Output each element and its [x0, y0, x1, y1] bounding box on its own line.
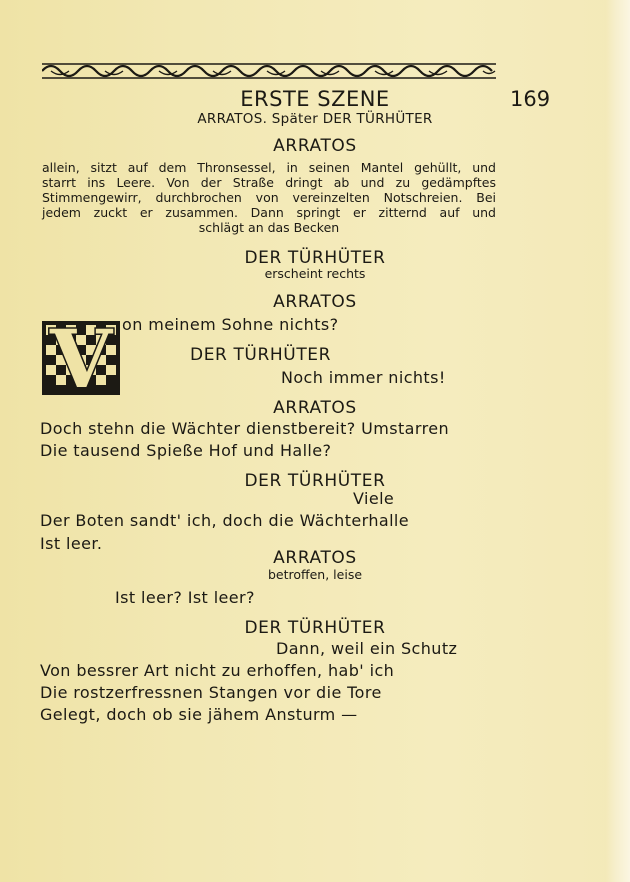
- speaker-arratos: ARRATOS: [273, 398, 357, 418]
- verse-line: Ist leer? Ist leer?: [115, 588, 255, 607]
- verse-line: Doch stehn die Wächter dienstbereit? Umstarren: [40, 419, 449, 438]
- stage-line: schlägt an das Becken: [198, 220, 340, 235]
- stage-direction: erscheint rechts: [264, 266, 366, 281]
- verse-line: Der Boten sandt' ich, doch die Wächterhalle: [40, 511, 410, 530]
- speaker-tuerhueter: DER TÜRHÜTER: [244, 471, 386, 491]
- stage-line: jedem zuckt er zusammen. Dann springt er zitternd auf und: [42, 205, 496, 220]
- stage-line: Stimmengewirr, durchbrochen von vereinzelten Notschreien. Bei: [42, 190, 496, 205]
- page-number: 169: [510, 87, 551, 111]
- speaker-arratos: ARRATOS: [273, 548, 357, 568]
- stage-direction: betroffen, leise: [267, 567, 363, 582]
- speaker-tuerhueter: DER TÜRHÜTER: [190, 345, 332, 365]
- stage-line: starrt ins Leere. Von der Straße dringt ab und zu gedämpftes: [42, 175, 496, 190]
- ornament-border: [42, 62, 496, 80]
- verse-line: Die rostzerfressnen Stangen vor die Tore: [40, 683, 382, 702]
- speaker-arratos: ARRATOS: [273, 136, 357, 156]
- verse-line: Dann, weil ein Schutz: [276, 639, 458, 658]
- verse-line: Die tausend Spieße Hof und Halle?: [40, 441, 332, 460]
- verse-line: Viele: [353, 489, 395, 508]
- scene-title: ERSTE SZENE: [240, 87, 390, 111]
- dropcap-v: [42, 321, 120, 395]
- verse-line: Von bessrer Art nicht zu erhoffen, hab' ich: [40, 661, 395, 680]
- verse-line: Gelegt, doch ob sie jähem Ansturm —: [40, 705, 358, 724]
- persons-line: ARRATOS. Später DER TÜRHÜTER: [197, 111, 433, 127]
- verse-line: Ist leer.: [40, 534, 103, 553]
- speaker-tuerhueter: DER TÜRHÜTER: [244, 248, 386, 268]
- page-edge: [606, 0, 630, 882]
- dropcap-letter: V: [49, 321, 113, 395]
- verse-line: Noch immer nichts!: [281, 368, 446, 387]
- stage-direction: [42, 160, 496, 235]
- speaker-tuerhueter: DER TÜRHÜTER: [244, 618, 386, 638]
- stage-line: allein, sitzt auf dem Thronsessel, in seinen Mantel gehüllt, und: [42, 160, 496, 175]
- verse-line: on meinem Sohne nichts?: [122, 315, 339, 334]
- speaker-arratos: ARRATOS: [273, 292, 357, 312]
